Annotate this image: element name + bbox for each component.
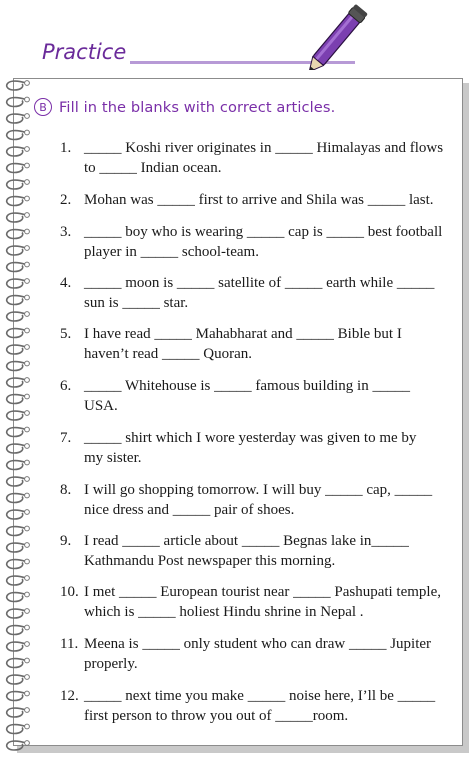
question-line: I have read _____ Mahabharat and _____ Bible but I xyxy=(84,326,402,342)
question-number: 4. xyxy=(60,275,72,291)
question-number: 5. xyxy=(60,326,72,342)
question-number: 3. xyxy=(60,224,72,240)
question-line: sun is _____ star. xyxy=(84,295,189,311)
question-line: haven’t read _____ Quoran. xyxy=(84,346,253,362)
question-line: nice dress and _____ pair of shoes. xyxy=(84,502,295,518)
question-line: my sister. xyxy=(84,450,142,466)
section-heading xyxy=(34,96,335,118)
instruction-text: Fill in the blanks with correct articles. xyxy=(59,98,336,116)
question-line: Meena is _____ only student who can draw _____ Jupiter xyxy=(84,636,432,652)
question-line: Kathmandu Post newspaper this morning. xyxy=(84,553,336,569)
question-number: 10. xyxy=(60,584,79,600)
question-number: 11. xyxy=(60,636,79,652)
spiral-binding-icon xyxy=(0,72,36,758)
header xyxy=(0,0,474,80)
question-number: 8. xyxy=(60,482,72,498)
question-line: properly. xyxy=(84,656,138,672)
question-line: I met _____ European tourist near _____ Pashupati temple, xyxy=(84,584,442,600)
question-line: _____ moon is _____ satellite of _____ earth while _____ xyxy=(84,275,435,291)
question-number: 7. xyxy=(60,430,72,446)
question-line: _____ shirt which I wore yesterday was given to me by xyxy=(84,430,417,446)
question-number: 1. xyxy=(60,140,72,156)
question-number: 9. xyxy=(60,533,72,549)
question-line: player in _____ school-team. xyxy=(84,244,259,260)
section-badge: B xyxy=(34,98,52,116)
page-title: Practice xyxy=(42,40,127,64)
question-number: 12. xyxy=(60,688,79,704)
pencil-icon xyxy=(300,0,380,70)
question-line: I will go shopping tomorrow. I will buy _____ cap, _____ xyxy=(84,482,433,498)
question-line: _____ Koshi river originates in _____ Himalayas and flows xyxy=(84,140,444,156)
question-number: 6. xyxy=(60,378,72,394)
question-line: Mohan was _____ first to arrive and Shila was _____ last. xyxy=(84,192,434,208)
question-line: I read _____ article about _____ Begnas lake in_____ xyxy=(84,533,409,549)
question-line: _____ boy who is wearing _____ cap is _____ best football xyxy=(84,224,443,240)
question-line: to _____ Indian ocean. xyxy=(84,160,222,176)
question-line: _____ Whitehouse is _____ famous building in _____ xyxy=(84,378,410,394)
question-number: 2. xyxy=(60,192,72,208)
question-line: which is _____ holiest Hindu shrine in Nepal . xyxy=(84,604,364,620)
question-line: _____ next time you make _____ noise here, I’ll be _____ xyxy=(84,688,436,704)
question-line: first person to throw you out of _____room. xyxy=(84,708,349,724)
question-line: USA. xyxy=(84,398,118,414)
